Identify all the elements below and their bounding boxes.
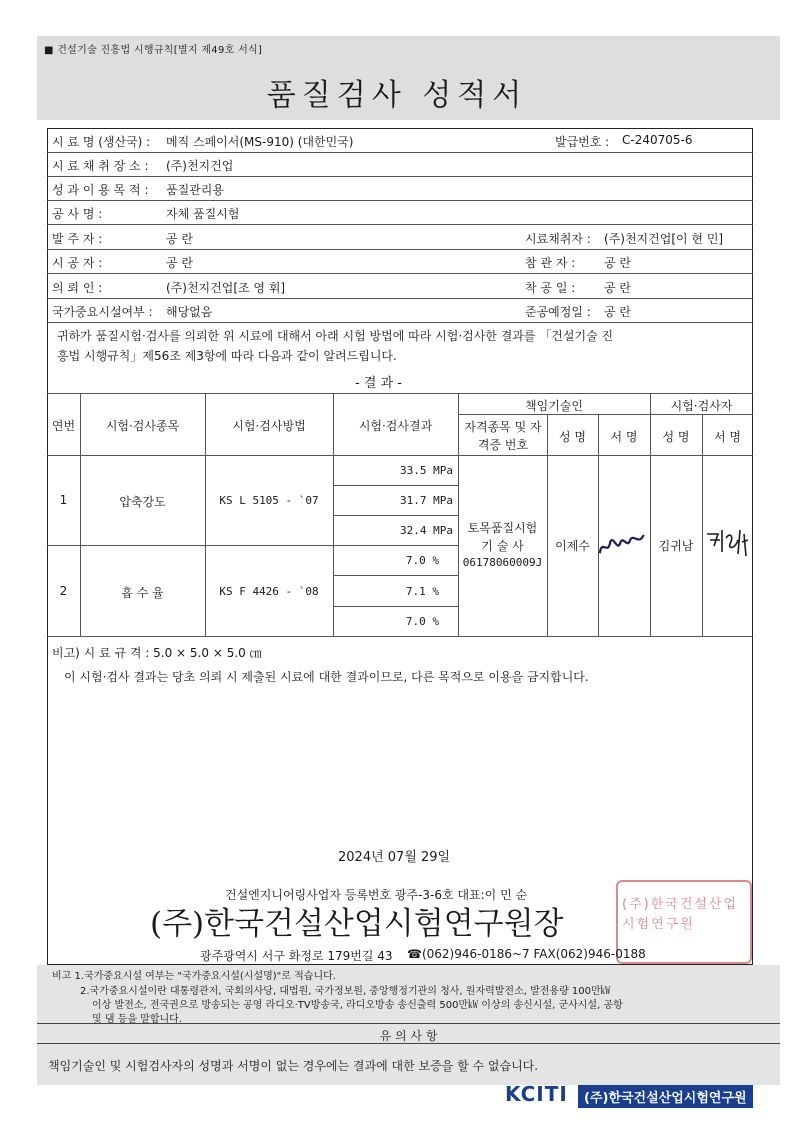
tester-signature [704,526,750,564]
document-title: 품질검사 성적서 [266,78,528,113]
national-facility-value: 해당없음 [166,305,213,319]
footnote-1: 비고 1.국가중요시설 여부는 "국가중요시설(시설명)"로 적습니다. [52,971,336,982]
sample-value: 메직 스페이서(MS-910) (대한민국) [166,135,354,149]
project-value: 자체 품질시험 [166,207,240,221]
usage-statement: 이 시험·검사 결과는 당초 의뢰 시 제출된 시료에 대한 결과이므로, 다른 목적으로 이용을 금지합니다. [64,670,589,684]
caution-title: 유 의 사 항 [379,1029,438,1043]
col-no-header: 연번 [51,419,76,433]
row-2-method: KS F 4426 - `08 [219,585,319,598]
form-number: ■ 건설기술 진흥법 시행규칙[별지 제49호 서식] [44,45,263,56]
national-facility-label: 국가중요시설여부 : [52,305,153,319]
client-label: 발 주 자 : [52,232,103,246]
row-1-method: KS L 5105 - `07 [219,494,319,507]
requester-value: (주)천지건업[조 영 휘] [166,281,286,295]
result-heading: - 결 과 - [355,376,402,391]
contractor-label: 시 공 자 : [52,256,103,270]
footnote-2a: 2.국가중요시설이란 대통령관저, 국회의사당, 대법원, 국가정보원, 중앙행정기관의 청사, 원자력발전소, 발전용량 100만㎾ [80,986,611,997]
contractor-value: 공 란 [166,256,193,270]
issue-number-value: C-240705-6 [622,133,693,147]
project-label: 공 사 명 : [52,207,103,221]
notice-line-1: 귀하가 품질시험·검사를 의뢰한 위 시료에 대해서 아래 시험 방법에 따라 시험·검사한 결과를 「건설기술 진 [57,329,614,343]
collector-label: 시료채취자 : [525,232,591,246]
engineer-name: 이제수 [555,539,590,553]
caution-text: 책임기술인 및 시험검사자의 성명과 서명이 없는 경우에는 결과에 대한 보증을 할 수 없습니다. [48,1059,539,1073]
registration-info: 건설엔지니어링사업자 등록번호 광주-3-6호 대표:이 민 순 [225,888,528,902]
issue-number-label: 발급번호 : [555,135,610,149]
footnote-2b: 이상 발전소, 전국권으로 방송되는 공영 라디오·TV방송국, 라디오방송 송신출력 500만㎾ 이상의 송신시설, 군사시설, 공항 [92,1000,623,1011]
sample-label: 시 료 명 (생산국) : [52,135,151,149]
row-2-item: 흡 수 율 [121,586,164,600]
row-1-result-3: 32.4 MPa [400,524,453,537]
col-item-header: 시험·검사종목 [105,419,180,433]
completion-date-value: 공 란 [604,305,631,319]
qualification-header: 자격종목 및 자격증 번호 [464,420,542,452]
row-2-result-1: 7.0 % [405,554,439,567]
qualification-line-1: 토목품질시험 [467,521,538,535]
sample-size-remark: 비고) 시 료 규 격 : 5.0 × 5.0 × 5.0 ㎝ [52,646,262,660]
engineer-group-header: 책임기술인 [525,399,583,413]
start-date-label: 착 공 일 : [525,281,576,295]
observer-label: 참 관 자 : [525,256,576,270]
col-result-header: 시험·검사결과 [358,419,433,433]
row-1-no: 1 [59,493,68,507]
notice-line-2: 흥법 시행규칙」제56조 제3항에 따라 다음과 같이 알려드립니다. [57,349,397,363]
qualification-number: 06178060009J [462,556,543,569]
footnote-2c: 및 댐 등을 말합니다. [92,1014,182,1025]
col-method-header: 시험·검사방법 [232,419,306,433]
kciti-org-name: (주)한국건설산업시험연구원 [578,1085,753,1108]
start-date-value: 공 란 [604,281,631,295]
issuer-address: 광주광역시 서구 화정로 179번길 43 [200,949,393,963]
tester-group-header: 시험·검사자 [670,399,733,413]
row-1-result-2: 31.7 MPa [400,494,453,507]
row-1-item: 압축강도 [119,495,166,509]
purpose-label: 성 과 이 용 목 적 : [52,183,149,197]
tester-name-header: 성 명 [662,430,690,444]
qualification-line-2: 기 술 사 [481,539,524,553]
tester-name: 김귀남 [658,539,694,553]
collect-place-value: (주)천지건업 [166,159,234,173]
observer-value: 공 란 [604,256,631,270]
collector-value: (주)천지건업[이 현 민] [604,232,724,246]
issue-date: 2024년 07월 29일 [338,850,451,865]
tester-sign-header: 서 명 [714,430,741,444]
kciti-logo: KCITI [505,1082,568,1106]
engineer-name-header: 성 명 [559,430,586,444]
collect-place-label: 시 료 채 취 장 소 : [52,159,149,173]
row-2-no: 2 [59,584,68,598]
engineer-sign-header: 서 명 [610,430,638,444]
row-1-result-1: 33.5 MPa [400,464,453,477]
requester-label: 의 뢰 인 : [52,281,103,295]
purpose-value: 품질관리용 [166,183,224,197]
seal-text: (주)한국건설산업시험연구원 [622,897,739,932]
row-2-result-2: 7.1 % [405,585,439,598]
completion-date-label: 준공예정일 : [525,305,591,319]
issuer-name: (주)한국건설산업시험연구원장 [150,906,564,942]
issuer-phone: ☎(062)946-0186~7 FAX(062)946-0188 [407,947,646,961]
row-2-result-3: 7.0 % [405,615,439,628]
client-value: 공 란 [166,232,193,246]
